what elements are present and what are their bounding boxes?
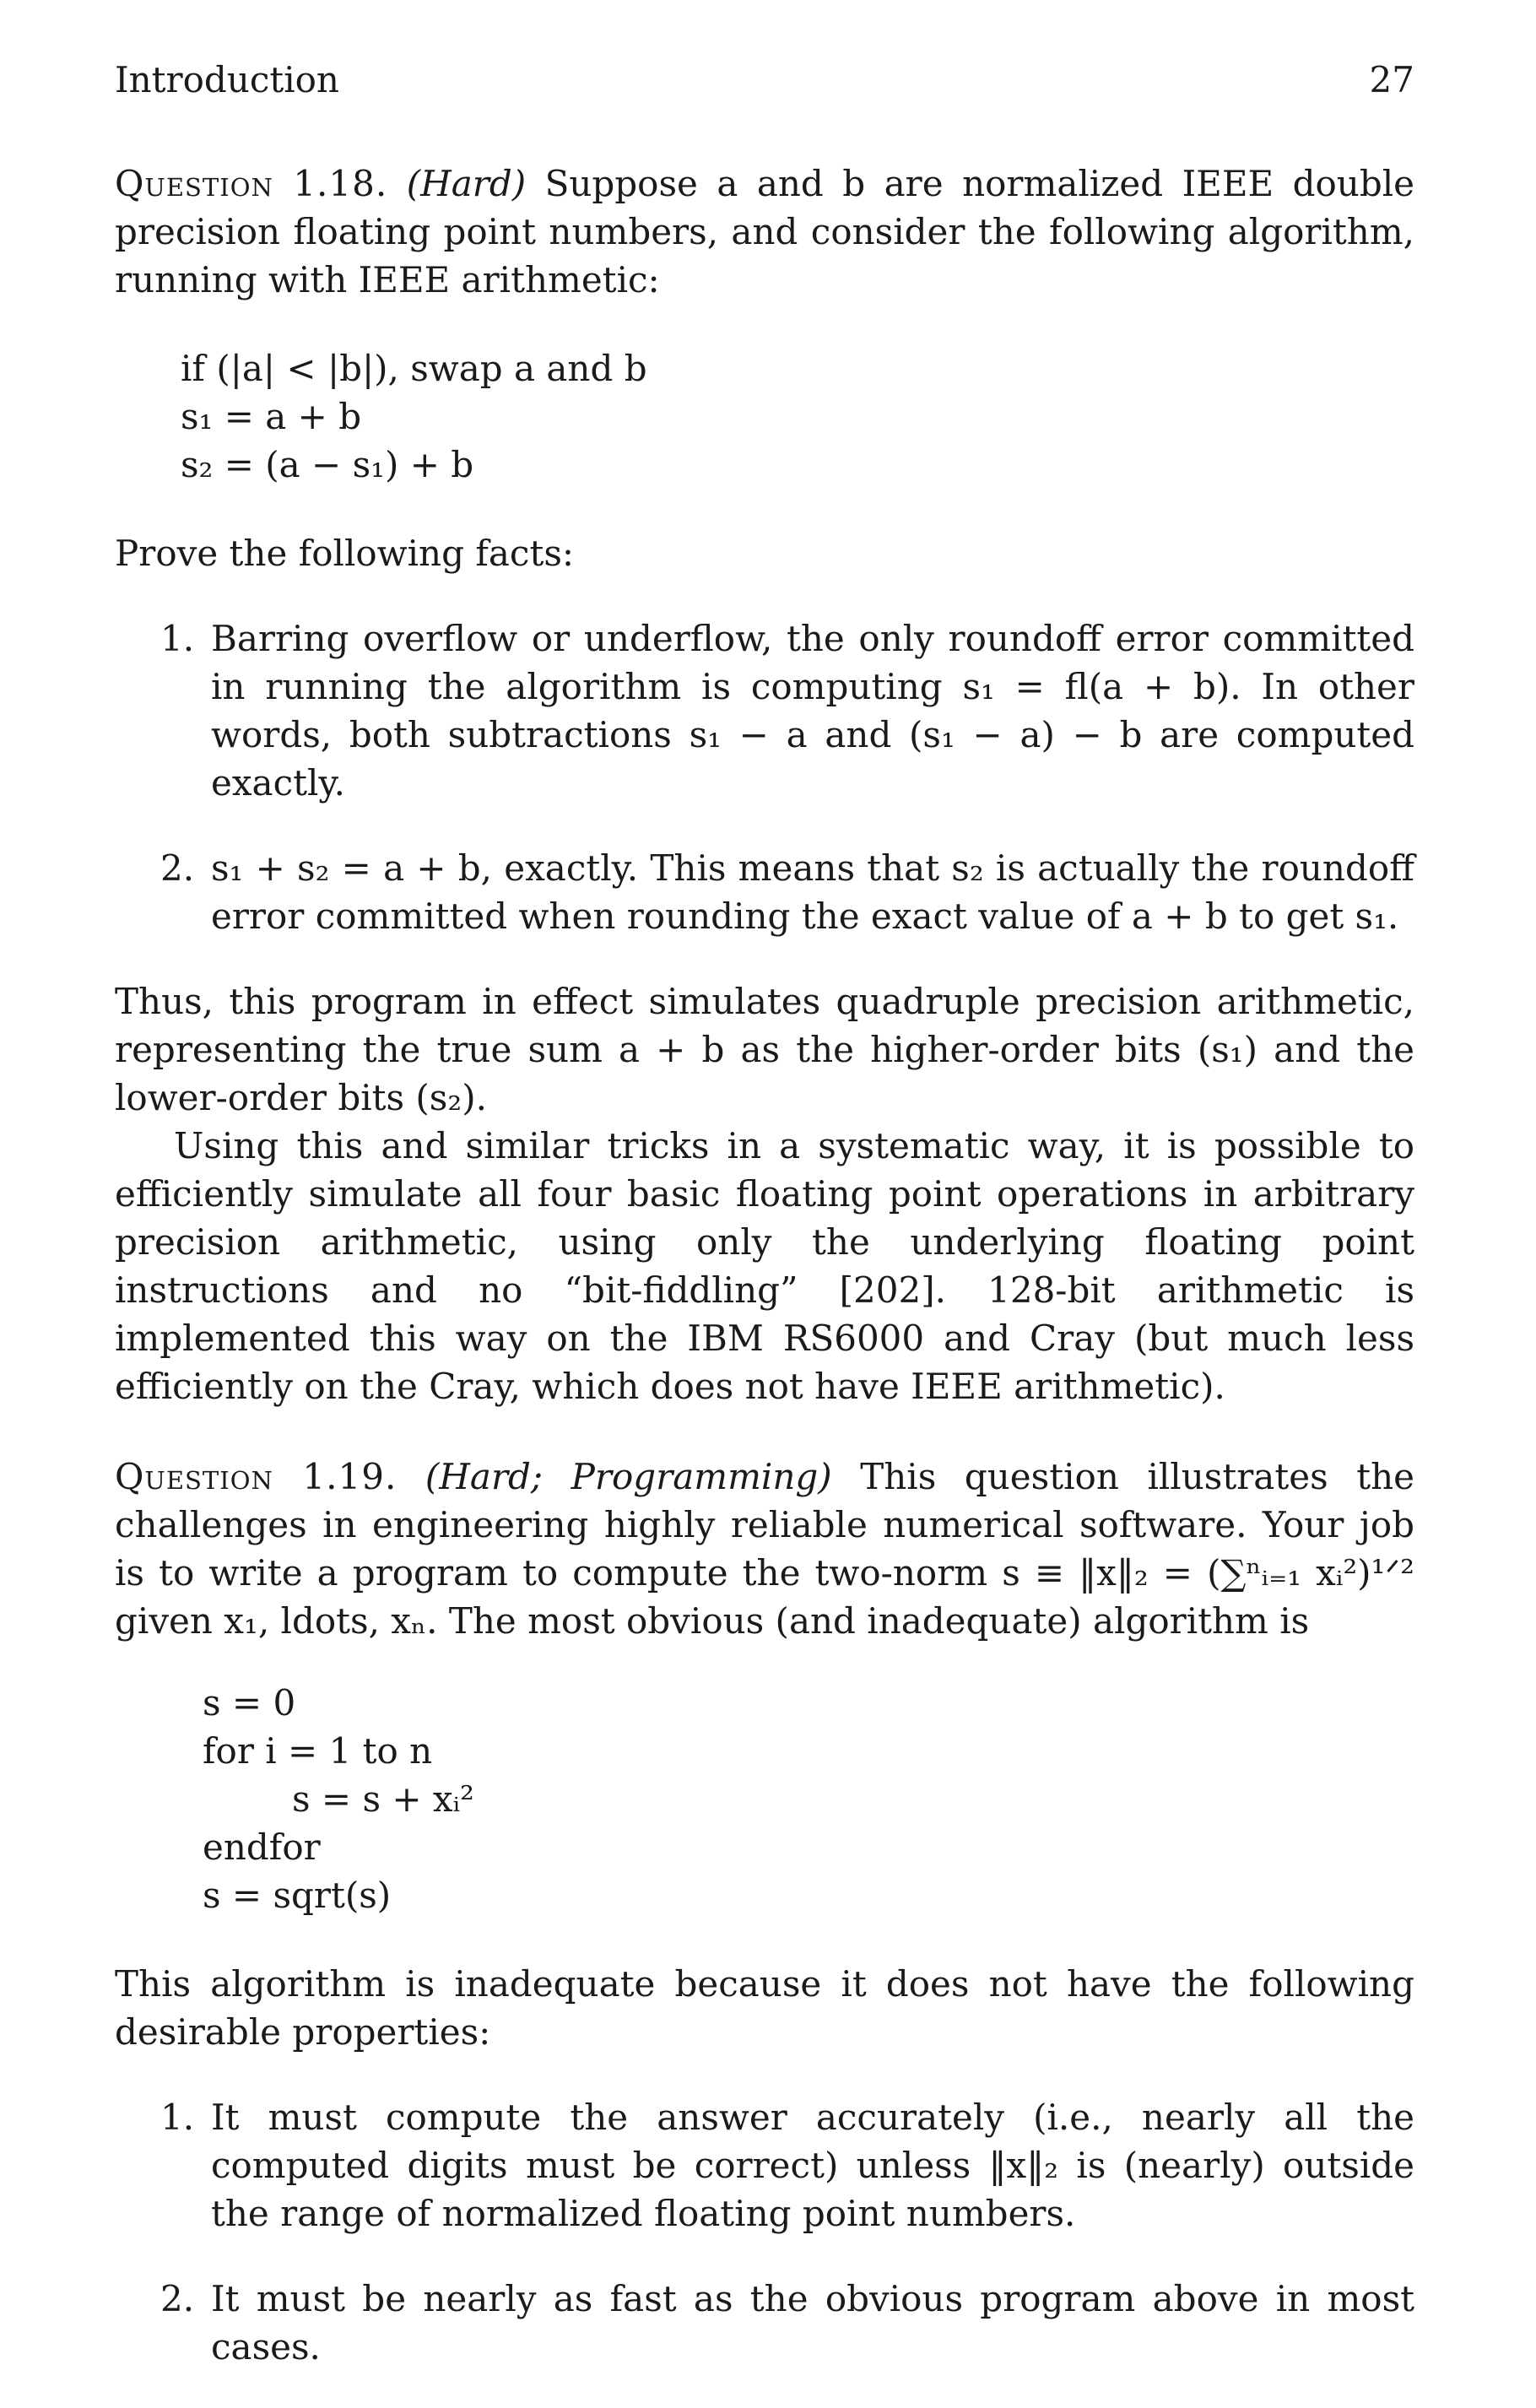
page-number: 27: [1369, 59, 1414, 100]
list-number: 2.: [160, 847, 195, 889]
algorithm-line: s = sqrt(s): [203, 1875, 392, 1916]
inadequate-paragraph: This algorithm is inadequate because it does not have the following desirable properties:: [115, 1963, 1414, 2053]
prove-intro: Prove the following facts:: [115, 533, 575, 574]
running-header: [115, 56, 1414, 104]
question-label: Question 1.18.: [115, 163, 388, 204]
algorithm-line: s = 0: [203, 1682, 296, 1723]
list-text: s₁ + s₂ = a + b, exactly. This means that s₂ is actually the roundoff error committed when rounding the exact value of a + b to get s₁.: [211, 847, 1414, 937]
algorithm-line: endfor: [203, 1826, 321, 1868]
swap-algorithm: [181, 344, 1414, 489]
question-text: This question illustrates the challenges in engineering highly reliable numerical software. Your job is to write a program to compute the two-norm s ≡ ‖x‖₂ = (∑ⁿᵢ₌₁ xᵢ²)¹ᐟ² given x₁, ldots, xₙ. The most obvious (and inadequate) algorithm is: [115, 1456, 1414, 1642]
question-difficulty: (Hard; Programming): [425, 1456, 832, 1497]
header-title: Introduction: [115, 59, 339, 100]
facts-list: [115, 614, 1414, 940]
question-difficulty: (Hard): [406, 163, 527, 204]
question-1-19: [115, 1453, 1414, 1645]
list-text: It must be nearly as fast as the obvious program above in most cases.: [211, 2278, 1414, 2367]
question-1-18: [115, 160, 1414, 304]
list-item: [115, 2093, 1414, 2238]
algorithm-line: s₂ = (a − s₁) + b: [181, 444, 474, 485]
algorithm-line: if (|a| < |b|), swap a and b: [181, 348, 647, 389]
two-norm-algorithm: [203, 1679, 1414, 1919]
algorithm-line: s = s + xᵢ²: [292, 1778, 474, 1820]
list-item: [115, 844, 1414, 940]
list-text: Barring overflow or underflow, the only roundoff error committed in running the algorithm is computing s₁ = fl(a + b). In other words, both subtractions s₁ − a and (s₁ − a) − b are computed exactly.: [211, 618, 1414, 804]
list-text: It must compute the answer accurately (i.e., nearly all the computed digits must be correct) unless ‖x‖₂ is (nearly) outside the range of normalized floating point numbers.: [211, 2097, 1414, 2234]
list-item: [115, 614, 1414, 807]
page: [115, 56, 1414, 2408]
question-label: Question 1.19.: [115, 1456, 398, 1497]
question-text: Suppose a and b are normalized IEEE double precision floating point numbers, and consider the following algorithm, running with IEEE arithmetic:: [115, 163, 1415, 300]
list-number: 1.: [160, 618, 195, 659]
paragraph-arbitrary-precision: Using this and similar tricks in a systematic way, it is possible to efficiently simulate all four basic floating point operations in arbitrary precision arithmetic, using only the underlying floating point instructions and no “bit-fiddling” [202]. 128-bit arithmetic is implemented this way on the IBM RS6000 and Cray (but much less efficiently on the Cray, which does not have IEEE arithmetic).: [115, 1125, 1414, 1407]
paragraph-quadruple: Thus, this program in effect simulates quadruple precision arithmetic, representing the true sum a + b as the higher-order bits (s₁) and the lower-order bits (s₂).: [115, 981, 1414, 1118]
list-number: 1.: [160, 2097, 195, 2138]
list-number: 2.: [160, 2278, 195, 2319]
properties-list: [115, 2093, 1414, 2371]
algorithm-line: for i = 1 to n: [203, 1730, 433, 1772]
list-item: [115, 2275, 1414, 2371]
algorithm-line: s₁ = a + b: [181, 396, 362, 437]
